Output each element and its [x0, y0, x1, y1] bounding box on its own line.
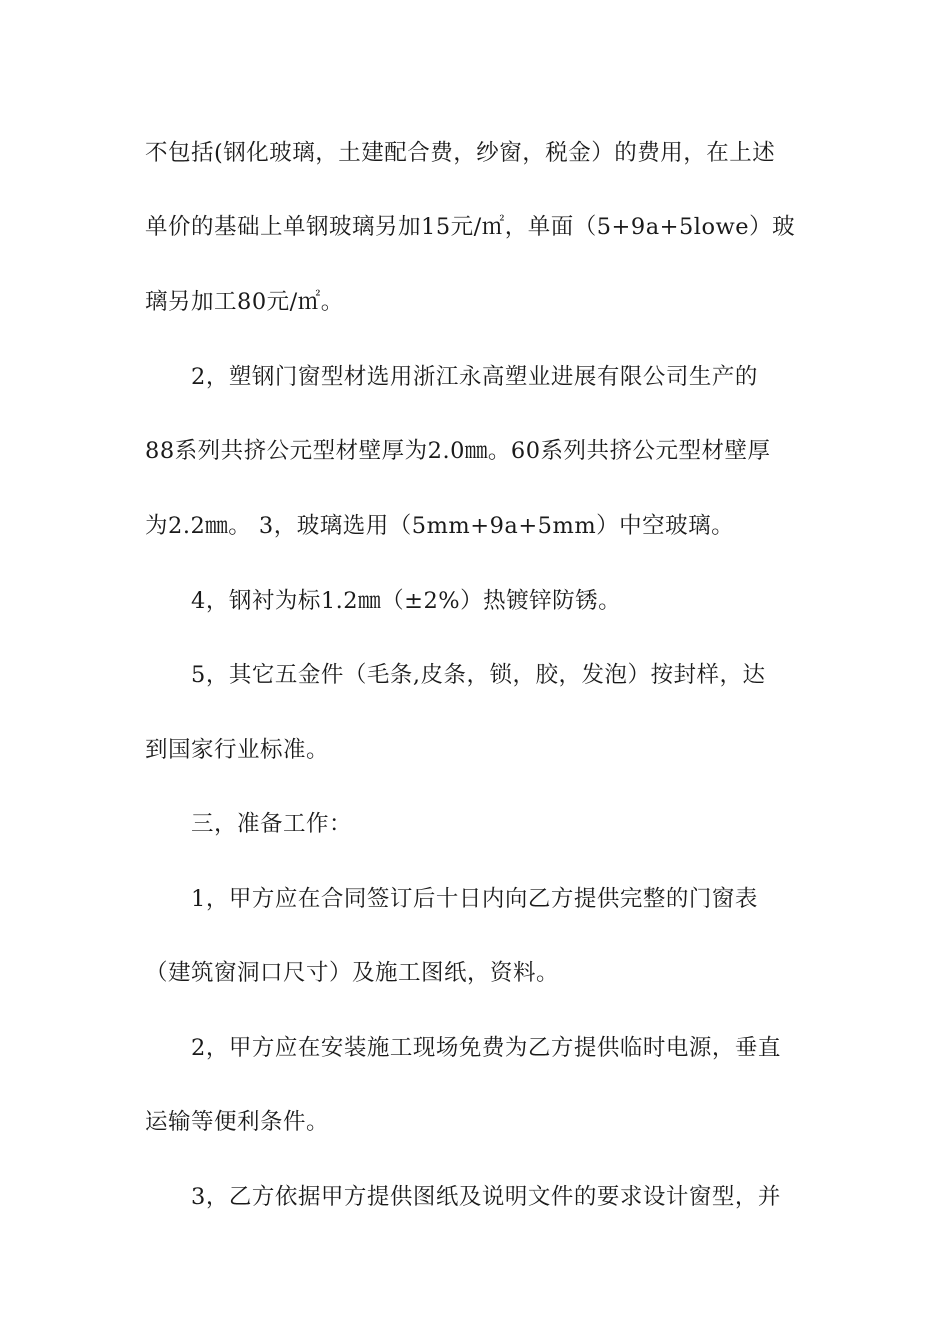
text-line: （建筑窗洞口尺寸）及施工图纸，资料。 [145, 960, 560, 986]
text-line: 为2.2㎜。 3，玻璃选用（5mm+9a+5mm）中空玻璃。 [145, 513, 735, 539]
text-line: 1，甲方应在合同签订后十日内向乙方提供完整的门窗表 [191, 886, 758, 912]
text-line: 不包括(钢化玻璃，土建配合费，纱窗，税金）的费用，在上述 [145, 140, 776, 166]
text-line: 5，其它五金件（毛条,皮条，锁，胶，发泡）按封样，达 [191, 662, 766, 688]
text-line: 璃另加工80元/㎡。 [145, 289, 344, 315]
text-line: 2，甲方应在安装施工现场免费为乙方提供临时电源，垂直 [191, 1035, 781, 1061]
text-line: 单价的基础上单钢玻璃另加15元/㎡，单面（5+9a+5lowe）玻 [145, 214, 796, 240]
text-line: 运输等便利条件。 [145, 1109, 330, 1135]
text-line: 到国家行业标准。 [145, 737, 330, 763]
section-heading: 三，准备工作： [191, 811, 353, 837]
text-line: 88系列共挤公元型材壁厚为2.0㎜。60系列共挤公元型材壁厚 [145, 438, 771, 464]
text-line: 4，钢衬为标1.2㎜（±2%）热镀锌防锈。 [191, 588, 622, 614]
text-line: 2，塑钢门窗型材选用浙江永高塑业进展有限公司生产的 [191, 364, 758, 390]
text-line: 3，乙方依据甲方提供图纸及说明文件的要求设计窗型，并 [191, 1184, 781, 1210]
